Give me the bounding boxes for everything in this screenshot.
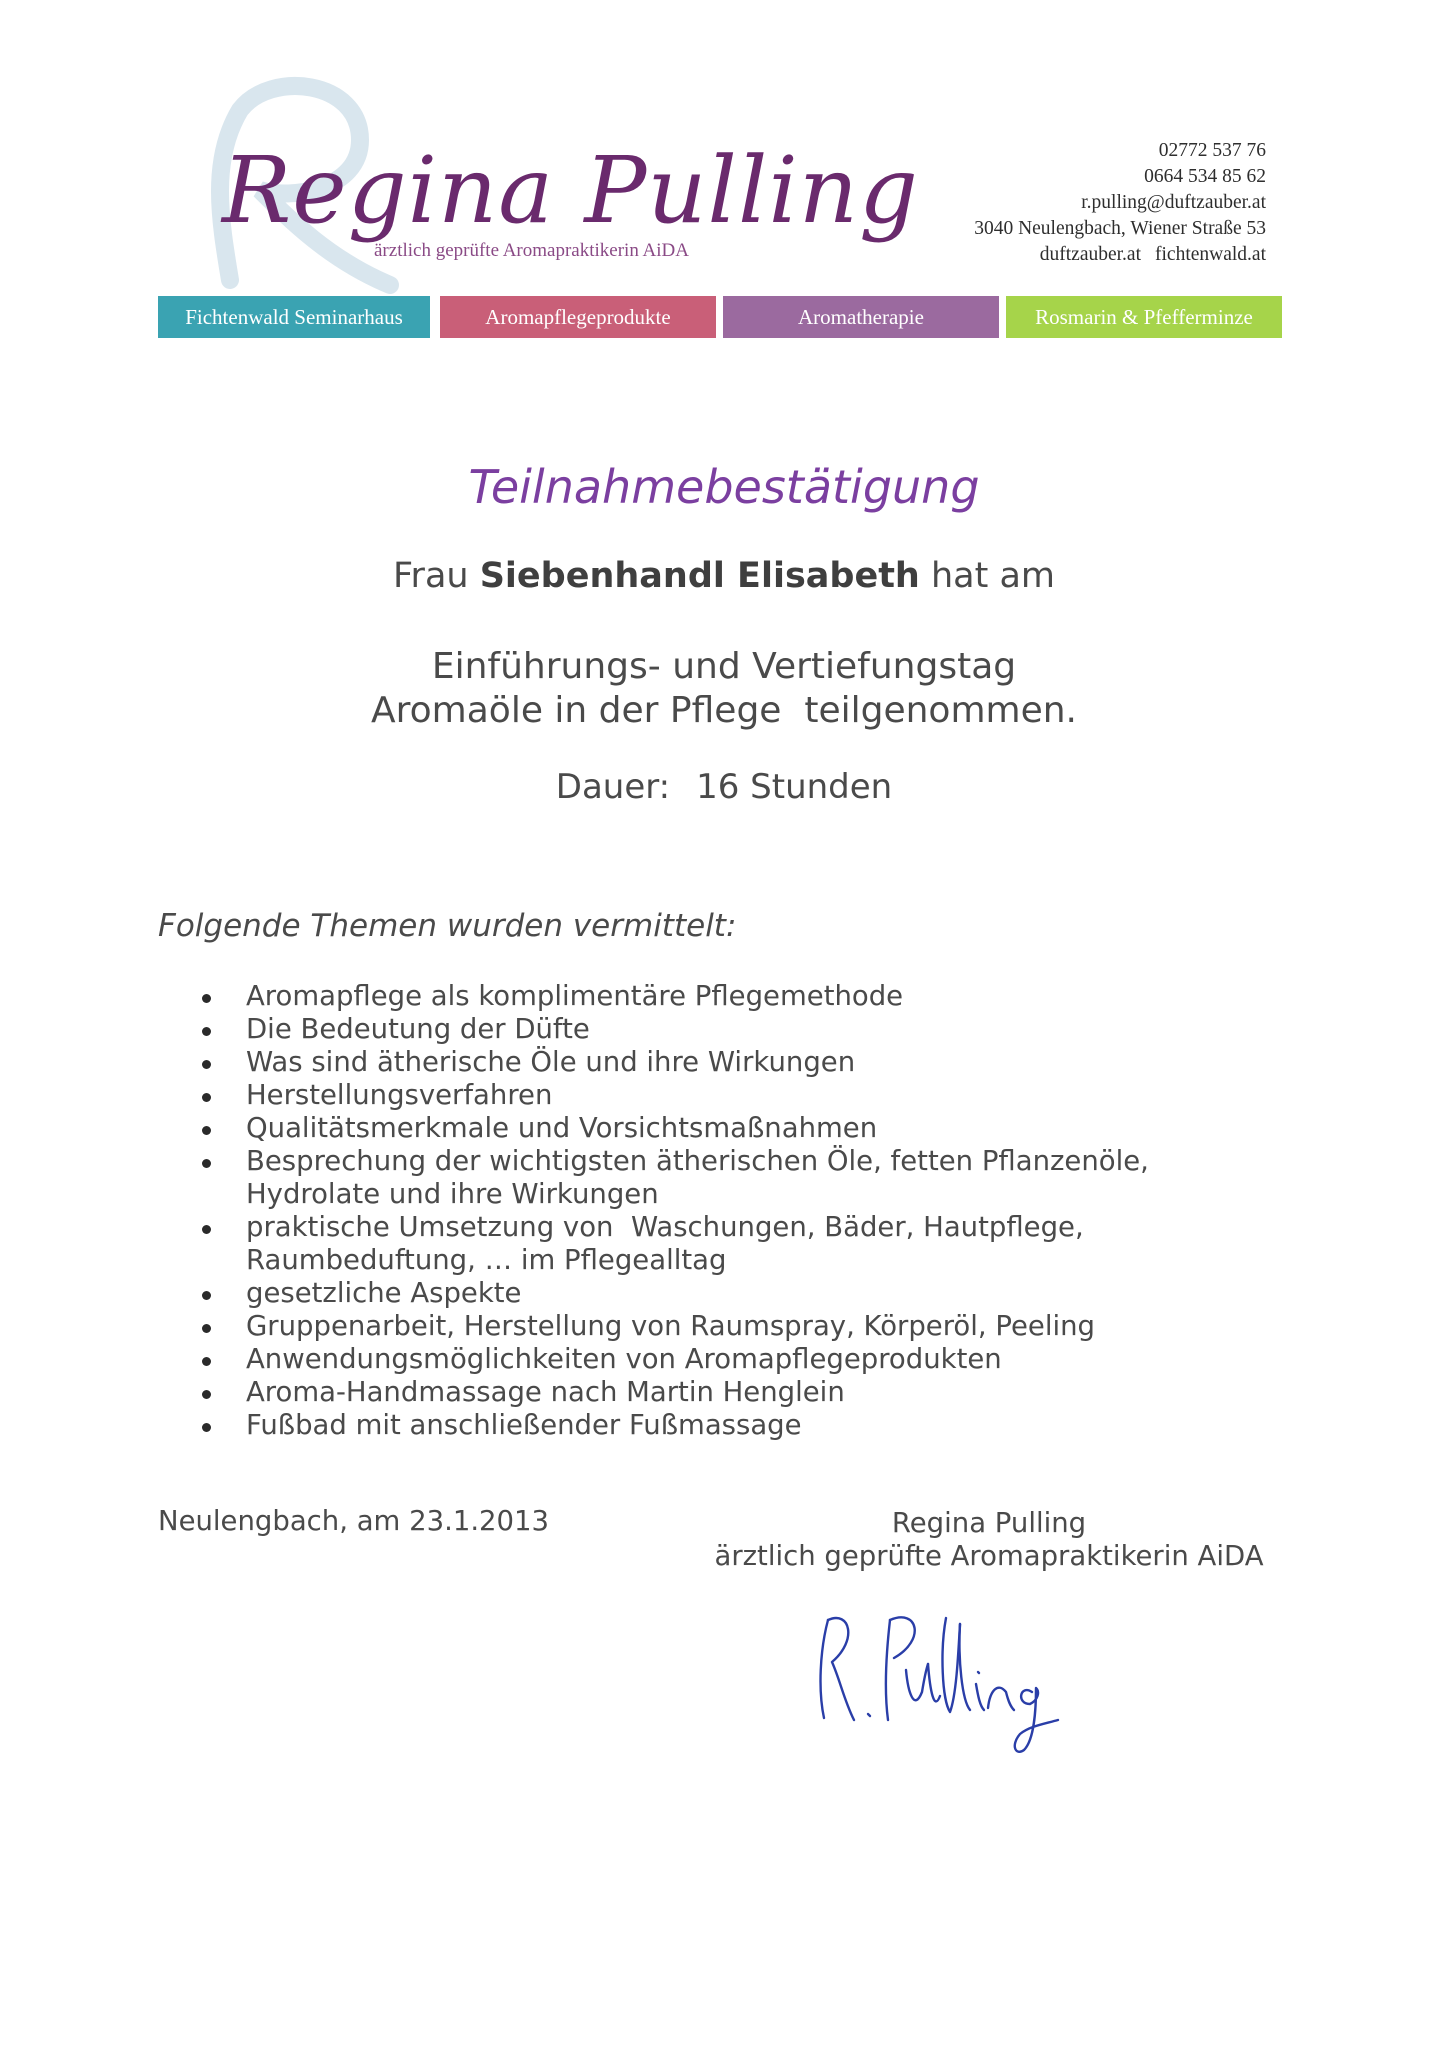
participant-verb: hat am	[931, 556, 1056, 596]
nav-rosmarin-pfefferminze	[1006, 296, 1282, 338]
topic-line: Was sind ätherische Öle und ihre Wirkungen	[246, 1046, 856, 1078]
topic-item	[196, 1277, 1149, 1310]
website-duftzauber: duftzauber.at	[1039, 244, 1141, 265]
topic-line: Aromapflege als komplimentäre Pflegemethode	[246, 980, 904, 1012]
topic-line: Anwendungsmöglichkeiten von Aromapflegeprodukten	[246, 1343, 1002, 1375]
nav-label: Aromapflegeprodukte	[485, 304, 671, 329]
contact-mobile: 0664 534 85 62	[1144, 166, 1266, 187]
certificate-title: Teilnahmebestätigung	[468, 460, 980, 514]
duration-label: Dauer:	[555, 767, 671, 807]
topic-item	[196, 1409, 1149, 1442]
nav-label: Rosmarin & Pfefferminze	[1035, 304, 1253, 329]
topic-line: Hydrolate und ihre Wirkungen	[246, 1178, 659, 1210]
topic-line: Herstellungsverfahren	[246, 1079, 553, 1111]
signer-name: Regina Pulling	[891, 1507, 1087, 1539]
contact-block	[974, 138, 1266, 268]
website-fichtenwald: fichtenwald.at	[1155, 244, 1266, 265]
topic-line: Fußbad mit anschließender Fußmassage	[246, 1409, 802, 1441]
topic-line: Die Bedeutung der Düfte	[246, 1013, 590, 1045]
nav-fichtenwald-seminarhaus	[158, 296, 430, 338]
salutation: Frau	[392, 556, 469, 596]
topic-item	[196, 1211, 1149, 1277]
duration-line	[0, 767, 1448, 807]
topic-item	[196, 980, 1149, 1013]
topic-item	[196, 1112, 1149, 1145]
contact-email: r.pulling@duftzauber.at	[1081, 192, 1266, 213]
participant-name: Siebenhandl Elisabeth	[479, 556, 920, 596]
nav-aromapflegeprodukte	[440, 296, 716, 338]
place-date: Neulengbach, am 23.1.2013	[158, 1505, 550, 1537]
topic-line: Gruppenarbeit, Herstellung von Raumspray, Körperöl, Peeling	[246, 1310, 1095, 1342]
topic-line: Raumbeduftung, … im Pflegealltag	[246, 1244, 727, 1276]
contact-phone: 02772 537 76	[1158, 140, 1266, 161]
signer-title: ärztlich geprüfte Aromapraktikerin AiDA	[714, 1540, 1264, 1572]
nav-aromatherapie	[723, 296, 999, 338]
handwritten-signature	[810, 1600, 1070, 1760]
topic-item	[196, 1145, 1149, 1211]
topic-line: praktische Umsetzung von Waschungen, Bäder, Hautpflege,	[246, 1211, 1084, 1243]
topics-list	[196, 980, 1149, 1442]
contact-address: 3040 Neulengbach, Wiener Straße 53	[974, 218, 1266, 239]
topic-item	[196, 1079, 1149, 1112]
topic-line: gesetzliche Aspekte	[246, 1277, 522, 1309]
course-title-line-2: Aromaöle in der Pflege teilgenommen.	[371, 690, 1077, 731]
participant-line	[0, 556, 1448, 596]
topic-line: Aroma-Handmassage nach Martin Henglein	[246, 1376, 845, 1408]
brand-name: Regina Pulling	[222, 137, 919, 244]
topic-line: Besprechung der wichtigsten ätherischen Öle, fetten Pflanzenöle,	[246, 1145, 1149, 1177]
topic-item	[196, 1013, 1149, 1046]
duration-value: 16 Stunden	[696, 767, 893, 807]
brand-subtitle: ärztlich geprüfte Aromapraktikerin AiDA	[374, 240, 689, 261]
contact-websites	[974, 242, 1266, 268]
nav-label: Aromatherapie	[798, 304, 924, 329]
topic-line: Qualitätsmerkmale und Vorsichtsmaßnahmen	[246, 1112, 878, 1144]
topic-item	[196, 1046, 1149, 1079]
topics-heading: Folgende Themen wurden vermittelt:	[158, 908, 737, 944]
topic-item	[196, 1376, 1149, 1409]
topic-item	[196, 1310, 1149, 1343]
topic-item	[196, 1343, 1149, 1376]
course-title-line-1: Einführungs- und Vertiefungstag	[431, 646, 1017, 687]
nav-label: Fichtenwald Seminarhaus	[185, 304, 403, 329]
